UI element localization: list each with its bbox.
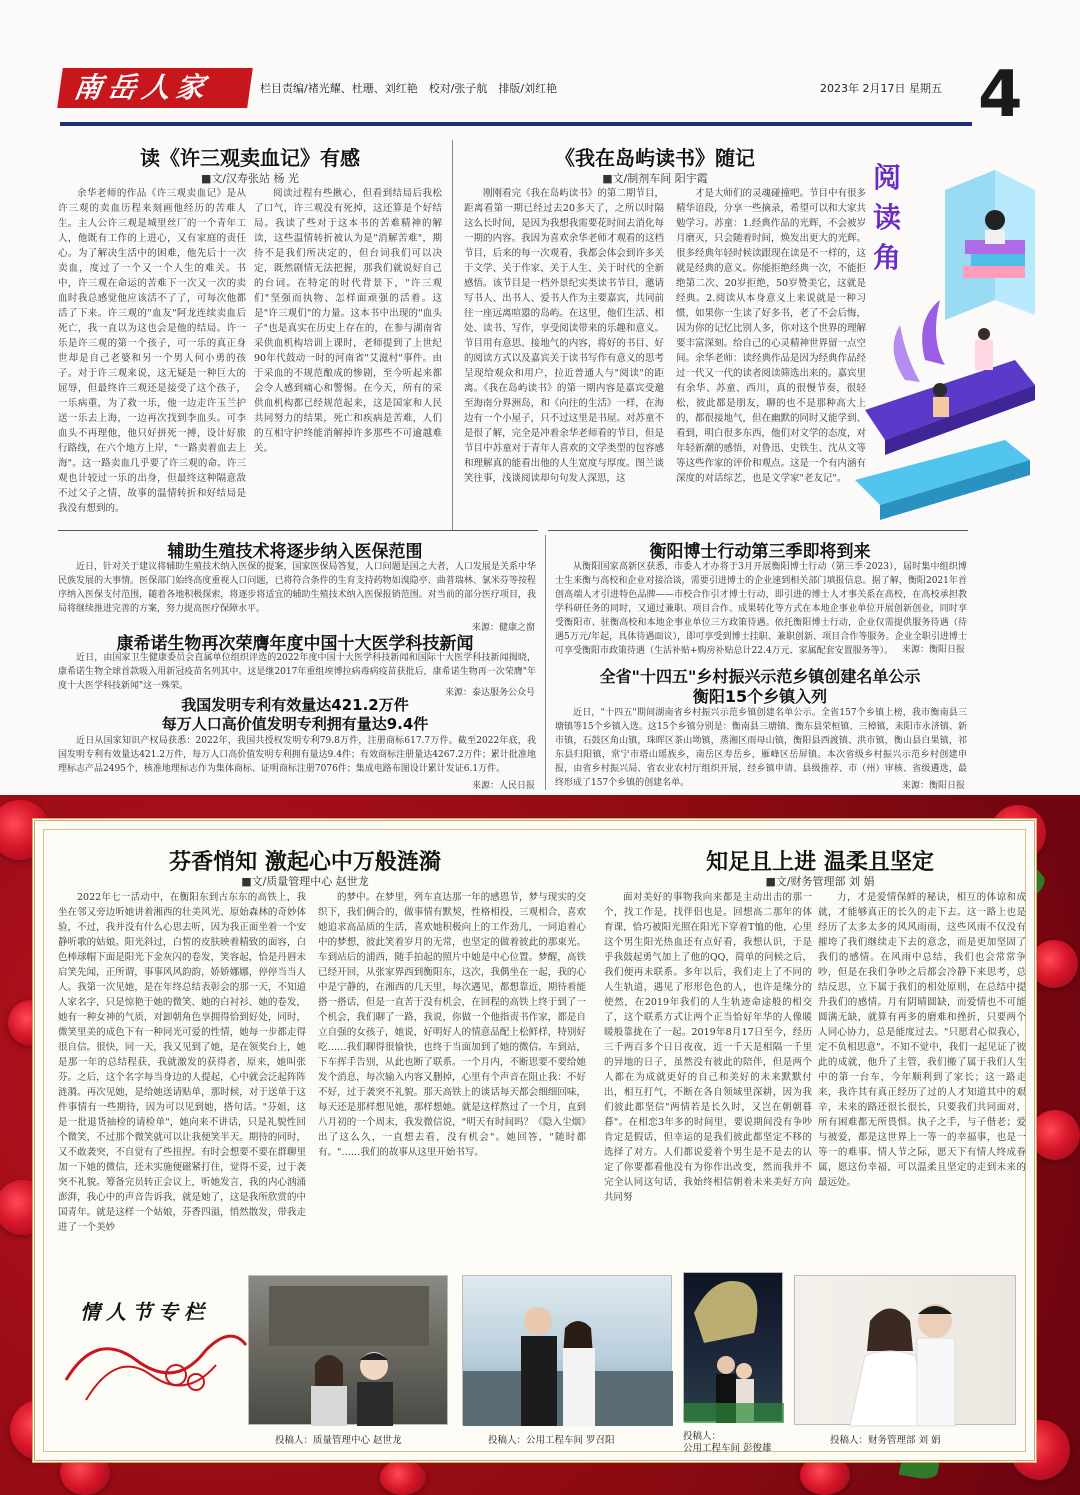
article3-col2: 的梦中。在梦里，列车直达那一年的感恩节，梦与现实的交织下，我们俩合的，做事情有默契，性格相投，三观相合，喜欢她追求高品质的生活，喜欢她积极向上的工作劲儿，一同追着心中的梦想，彼此笑着岁月的无常，也坚定的做着彼此的那束光。车到站后的浦西，随手拍起的照片中她是中心位置。梦醒，高铁已经开回，从张家界西到衡阳东，这次，我偶坐在一起，我的心中是宁静的，在湘西的几天里，每次遇见，都想靠近，期待着能搭一搭话，但是一直苦于没有机会，在回程的高铁上终于到了一个机会，我们聊了一路，我说，你做一个他指责书作家，都是自立自强的女孩子，她说，好明好人的情意品配上松鲜样，特别好吃……我们聊得很愉快，也终于当面加到了她的微信。车到站，下车挥手告别，从此也断了联系。一个月内，不断思要不要给她发个消息，每次输入内容又删掉，心里有个声音在阻止我：不好不好，过于袭突不礼貌。那天高铁上的谈话每天都会细细回味，每天还是那样想见她，那样想她。就是这样熬过了一个月，直到八月初的一个周末，我发微信说，"明天有时间吗？《隐入尘烟》出了这么久，一直想去看，没有机会"。她回答，"随时都有。"……我们的故事从这里开始书写。 xyxy=(318,892,586,1158)
news3-body: 近日从国家知识产权局获悉：2022年，我国共授权发明专利79.8万件，注册商标617.7万件。截至2022年底，我国发明专利有效量达421.2万件，每万人口高价值发明专利拥有量达9.4件；有效商标注册量达4267.2万件；累计批准地理标志产品2495个，核准地理标志作为集体商标、证明商标注册7076件；集成电路布图设计累计发证6.1万件。 xyxy=(58,736,536,774)
newspaper-logo: 南岳人家 xyxy=(57,68,253,108)
article4-title: 知足且上进 温柔且坚定 xyxy=(706,850,934,875)
rose-icon xyxy=(1030,1110,1080,1160)
editors-line: 栏目责编/褚光耀、杜珊、刘红艳 校对/张子航 排版/刘红艳 xyxy=(260,82,558,95)
article4-col1: 面对美好的事物我向来都是主动出击的那一个，找工作是，找伴侣也是。回想高二那年的体育课，恰巧被阳光照在阳光下穿着T恤的他，心里这个男生阳光热血还有点好看，我想认识，于是乎我鼓起勇气加上了他的QQ，简单的问候之后，我们便再未联系。多年以后，我们走上了不同的人生轨道，遇见了形形色色的人，也许是缘分的使然，在2019年我们的人生轨迹命途般的相交了，这个联系方式让两个正当恰好年华的人像暖暖般靠拢在了一起。2019年8月17日至今，经历三千两百多个日日夜夜，近一千天是相隔一千里的异地的日子，虽然没有彼此的陪伴，但是两个人都在为成就更好的自己和美好的未来默默付出，相互打气，不断在各自领域里深耕，因为我们彼此都坚信"两情若是长久时，又岂在朝朝暮暮"。在相恋3年多的时间里，要说期间没有争吵肯定是假话，但幸运的是我们彼此都坚定不移的选择了对方。人们都说爱着个男生是不是去的认定了你要都看他没有为你作出改变，然而我并不完全认同这句话，我始终相信朝着未来美好方向共同努 xyxy=(604,892,812,1203)
news3-title-line2: 每万人口高价值发明专利拥有量达9.4件 xyxy=(161,715,429,733)
photo1-caption: 投稿人：质量管理中心 赵世龙 xyxy=(275,1435,402,1446)
section-rule xyxy=(58,530,538,531)
news2-source: 来源：泰达服务公众号 xyxy=(444,688,535,698)
article2-title: 《我在岛屿读书》随记 xyxy=(555,146,755,170)
reading-corner-illustration xyxy=(845,150,1040,530)
news4-source: 来源：衡阳日报 xyxy=(901,645,965,655)
photo3-caption-label: 投稿人： xyxy=(683,1431,722,1442)
news5-title-line1: 全省"十四五"乡村振兴示范乡镇创建名单公示 xyxy=(599,667,921,686)
article1-byline: ■文/汉寿张站 杨 光 xyxy=(200,172,300,185)
article3-byline: ■文/质量管理中心 赵世龙 xyxy=(241,875,369,888)
article3-col1: 2022年七一活动中，在衡阳东到古东东的高铁上，我坐在邻又旁边听她讲着湘西的壮美风光、原始森林的奇妙体验，不过，我并没有什么心思去听，因为我正面坐着一个安静听歌的姑娘。阳光斜过，白皙的皮肤映着精致的面容，白色棒球帽下面是阳光下金灰闪的卷发，笑容起，恰是丹唇未启笑先闻，正所谓，事事风风韵韵，娇娇娜娜，停停当当人人。我第一次见她，是在年终总结表彰会的那一天，不知道人家名字，只是惊艳于她的微笑、她的白衬衫、她的卷发，她有一种女神的气质，对卸朝角色享拥得恰到好处，同时，微笑里美的成色下有一种同光可爱的性情，她每一步都走得很自信。很快，同一天，我又见到了她，是在领奖台上，她是那一年的总结程获，我就激发的获得者，原来，她叫张芬。之后，这个名字每当身边的人提起，心中就会泛起阵阵涟漪。再次见她，是给她送请贴单，那时候，对于送单于这件事情有一些期待，因为可以见到她，搭句话。"芬姐，这是一批退货抽检的请检单"，她向来不讲话，只是礼貌性回个微笑，不过那个微笑就可以让我便笑半天。期待的同时，又不敢袭突，不自觉有了些扭捏。有时会想要不要在群聊里加一下她的微信，还未实施便磁紧打住，觉得不妥，过于袭突不礼貌。筹备完员转正会议上，听她发言，我的内心汹涌澎湃，我心中的声音告诉我，就是她了，这是我所欣赏的中国青年。就是这样一个姑娘，芬香四溢，悄然散发，带我走进了一个美妙 xyxy=(58,892,306,1233)
news5-title-line2: 衡阳15个乡镇入列 xyxy=(692,687,828,706)
couple-photo-4 xyxy=(794,1275,1016,1425)
header-rule xyxy=(60,122,972,126)
photo2-caption: 投稿人：公用工程车间 罗召阳 xyxy=(488,1435,615,1446)
article1-col2: 阅读过程有些揪心，但看到结局后我松了口气，许三观没有死掉，这还算是个好结局。我读了些对于这本书的苦难精神的解读，这些温情转折被认为是"消解苦难"，期待不是我们所决定的，但台词我们可以决定，既然剧情无法把握，那我们就说好自己的台词。在特定的时代背景下，"许三观们"坚强而执物、怎样面顽强的活着。这是"许三观们"的力量。这本书中出现的"血头子"也是真实在历史上存在的，在参与湖南省采供血机构培训上课时，老师提到了上世纪90年代鼓动一时的河南省"艾滋村"事件。由于采血的不规范酿成的惨剧，至今听起来都会令人感到痛心和警惕。在今天，所有的采供血机构都已经规范起来，这是国家和人民共同努力的结果，死亡和疾病是苦难，人们的互相守护终能消解掉许多那些不可逾越难关。 xyxy=(254,188,442,454)
section-rule xyxy=(548,530,968,531)
ribbon-heart-icon xyxy=(56,1320,256,1410)
news5-body: 近日，"十四五"期间湖南省乡村振兴示范乡镇创建名单公示。全省157个乡镇上榜，我市衡南县三塘镇等15个乡镇入选。这15个乡镇分别是：衡南县三塘镇、衡东县荣桓镇、三樟镇，耒阳市永济镇、新市镇，石鼓区角山镇，珠晖区茶山坳镇，蒸湘区雨母山镇，衡阳县西渡镇、洪市镇，衡山县白果镇，祁东县归阳镇，常宁市塔山瑶族乡，南岳区寿岳乡，雁峰区岳屏镇。本次省级乡村振兴示范乡村创建申报，由省乡村振兴局、省农业农村厅组织开展，经乡镇申请、县级推荐、市（州）审核、省级遴选，最终形成了157个乡镇的创建名单。 xyxy=(555,708,967,788)
news2-title: 康希诺生物再次荣膺年度中国十大医学科技新闻 xyxy=(116,634,474,654)
column-divider xyxy=(545,535,546,790)
news5-source: 来源：衡阳日报 xyxy=(901,781,965,791)
couple-photo-2 xyxy=(462,1275,672,1425)
books-stack-icon xyxy=(845,150,1040,530)
rose-icon xyxy=(380,1460,426,1495)
article2-col1: 刚刚看完《我在岛屿读书》的第二期节目，距离看第一期已经过去20多天了，之所以时隔这么长时间，是因为我想我需要花时间去消化每一期的内容。我因为喜欢余华老师才观看的这档节目，后来的每一次观看，我都会体会到许多关于文学、关于作家、关于人生、关于时代的全新感悟。该节目是一档外景纪实类读书节目，邀请写书人、出书人、爱书人作为主要嘉宾，共同前往一座远离喧嚣的岛屿。在这里，他们生活、相处、读书、写作，享受阅读带来的乐趣和意义。节目用有意思、接地气的内容，将好的书目、好的阅读方式以及嘉宾关于读书写作有意义的思考呈现给观众和用户，拉近普通人与"阅读"的距离。《我在岛屿读书》的第一期内容是嘉宾受邀至海南分界洲岛，和《向往的生活》一样，在海边有一个小屋子，只不过这里是书屋。对苏童不是很了解，完全是冲着余华老师看的节目，但是节目中苏童对于青年人喜欢的文学类型的包容感和理解真的能看出他的人生宽度与厚度。图兰谈笑往事，浅谈阅读却句句发人深思，这 xyxy=(464,188,664,484)
news1-source: 来源：健康之窗 xyxy=(471,623,535,633)
news2-body: 近日，由国家卫生健康委员会直属单位组织评选的2022年度中国十大医学科技新闻和国际十大医学科技新闻揭晓，康希诺生物全球首款吸入用新冠疫苗名列其中。这是继2017年重组埃博拉病毒病疫苗获批后，康希诺生物再一次荣膺"年度十大医学科技新闻"这一殊荣。 xyxy=(58,653,536,691)
article1-col1: 余华老师的作品《许三观卖血记》是从许三观的卖血历程来刻画他经历的苦难人生。主人公许三观是城里丝厂的一个青年工人，他既有工作的上进心，又有家庭的责任心。为了解决生活中的困难，他先后十一次卖血，度过了一个又一个人生的难关。书中，许三观在命运的苦难下一次又一次的卖血时我总感觉他应该活不了了，可每次他都活了下来。许三观的"血友"阿龙连续卖血后死亡，我一直以为这也会是他的结局。许一乐是许三观的第一个孩子，可一乐的真正身世却是自己老婆和另一个男人何小勇的孩子。对于许三观来说，这无疑是一种巨大的屈辱，但最终许三观还是接受了这个孩子，一乐病重，为了救一乐，他一边走许玉兰护送一乐去上海，一边再次找到李血头。可李血头不再理他，他只好拼死一搏，设计好旅行路线，在六个地方上岸，"一路卖着血去上海"。这一路卖血几乎要了许三观的命。许三观也计较过一乐的出身，但最终这种隔意敌不过父子之情，故事的温情转折和好结局是我没有想到的。 xyxy=(58,188,246,514)
article4-col2: 力，才是爱情保鲜的秘诀，相互的体谅和成就，才能够真正的长久的走下去。这一路上也是经历了太多太多的风风雨雨，这些风雨不仅没有摧垮了我们继续走下去的意念，而是更加坚固了我们的感情。在风雨中总结，我们也会常常争吵，但是在我们争吵之后都会冷静下来思考，总结反思，立下属于我们的相处原则，在总结中提升我们的感情。月有阴晴圆缺，而爱情也不可能圆满无缺，就算有再多的磨难和挫折，只要两个人同心协力，总是能度过去。"只愿君心似我心，定不负相思意"。不知不觉中，我们一起见证了彼此的成就，他升了主管，我们搬了属于我们人生中的第一台车，今年顺利到了家长；这一路走来，我许其有真正经历了过的人才知道其中的艰辛，未来的路还很长很长，只要我们共同面对，所有困难都无所畏惧。执子之手，与子偕老；爱与被爱，都是这世界上一等一的幸福事，也是一等一的难事。情人节之际，愿天下有情人终成眷属，愿这份幸福，可以温柔且坚定的走到未来的最远处。 xyxy=(818,892,1026,1188)
news3-source: 来源：人民日报 xyxy=(471,781,535,791)
couple-photo-1 xyxy=(248,1275,448,1425)
news1-body: 近日，针对关于建议将辅助生殖技术纳入医保的提案，国家医保局答复，人口问题是国之大者，人口发展是关系中华民族发展的大事情。医保部门始终高度重视人口问题，已将符合条件的生育支持药物如溴隐亭、曲普瑞林、氯米芬等按程序纳入医保支付范围，随着各地积极探索，将逐步将适宜的辅助生殖技术纳入医保报销范围。对当前的部分医疗项目，我局将继续推进完善的方案，努力提高医疗保障水平。 xyxy=(58,562,536,614)
article3-title: 芬香悄知 激起心中万般涟漪 xyxy=(169,850,441,875)
issue-date: 2023年 2月17日 星期五 xyxy=(820,82,942,95)
article2-col2: 才是大师们的灵魂碰撞吧。节目中有很多精华语段，分享一些摘录，希望可以和大家共勉学习。苏童：1.经典作品的光辉，不会被岁月磨灭，只会随着时间，焕发出更大的光辉。很多经典年轻时候读跟现在读是不一样的，这就是经典的意义。你能拒绝经典一次，不能拒绝第二次、20岁拒绝，50岁赞美它，这就是经典。2.阅读从本身意义上来说就是一种习惯，如果你一生读了好多书，老了不会后悔，因为你的记忆比别人多，你对这个世界的理解要丰富深刻。给自己的心灵精神世界留一点空间。余华老师：读经典作品是因为经典作品经过一代又一代的读者阅读筛选出来的。嘉宾里有余华、苏童、西川，真的很慢节奏，很轻松，彼此都是朋友，聊的也不是那种高大上的，都很接地气，但在幽默的同时又能学到、看到，明白很多东西，他们对文学的态度，对年轻新潮的感悟，对鲁迅、史铁生、沈从文等等这些作家的评价和观点。这是一个有内涵有深度的对话综艺，也是文学家"老友记"。 xyxy=(676,188,867,484)
valentine-column-title: 情人节专栏 xyxy=(80,1300,210,1324)
rose-icon xyxy=(1030,940,1078,988)
column-divider xyxy=(452,140,453,530)
article2-byline: ■文/制剂车间 阳宇霞 xyxy=(602,172,708,185)
reading-corner-title: 阅 读 角 xyxy=(872,161,901,274)
masthead xyxy=(60,58,1023,132)
article1-title: 读《许三观卖血记》有感 xyxy=(140,146,360,170)
photo3-caption-dept: 公用工程车间 彭俊雄 xyxy=(683,1443,772,1454)
news1-title: 辅助生殖技术将逐步纳入医保范围 xyxy=(167,542,423,562)
article4-byline: ■文/财务管理部 刘 娟 xyxy=(765,875,875,888)
news3-title-line1: 我国发明专利有效量达421.2万件 xyxy=(181,696,409,714)
news4-title: 衡阳博士行动第三季即将到来 xyxy=(649,542,871,562)
couple-photo-3 xyxy=(683,1272,783,1422)
page-number: 4 xyxy=(978,58,1023,132)
news4-body: 从衡阳国家高新区获悉，市委人才办将于3月开展衡阳博士行动（第三季·2023），届时集中组织博士生来衡与高校和企业对接洽谈，需要引进博士的企业速到相关部门填报信息。据了解，衡阳2021年首创高端人才引进特色品牌——市校合作引才博士行动，即引进的博士人才事关系在高校，在高校承担教学科研任务的同时，又通过兼职、项目合作、成果转化等方式在本地企事业单位开展创新创业，同时享受衡阳市、驻衡高校和本地企事业单位三方政策待遇。依托衡阳博士行动，企业仅需提供服务待遇（待遇5万元/年起，具体待遇面议），即可享受到博士挂职、兼职创新、项目合作等服务。企业全职引进博士可享受衡阳市政策待遇（生活补贴+购房补贴总计22.4万元、家属配套安置服务等）。 xyxy=(555,562,967,656)
photo4-caption: 投稿人：财务管理部 刘 娟 xyxy=(830,1435,941,1446)
